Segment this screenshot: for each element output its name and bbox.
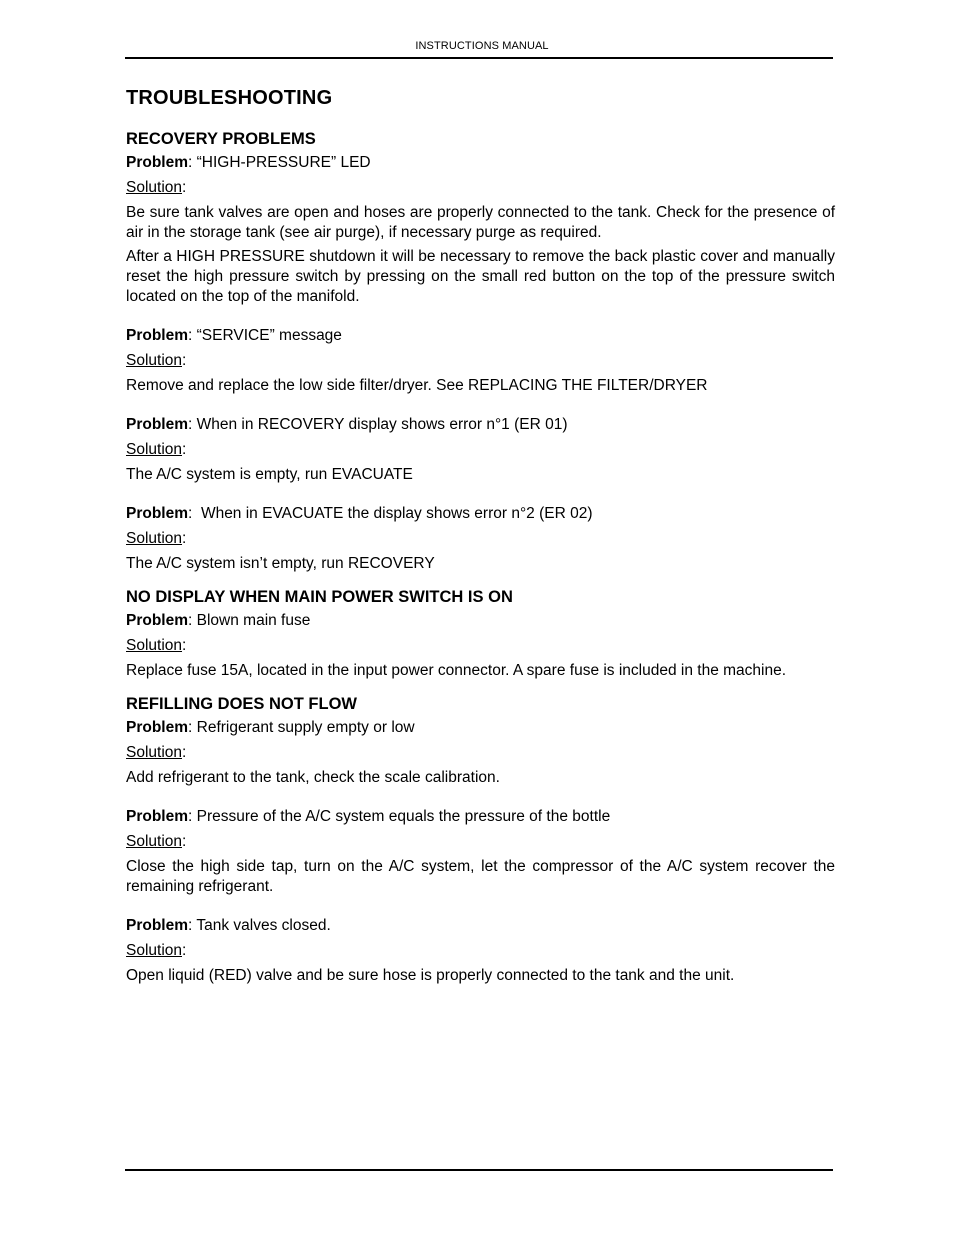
- problem-line: [126, 913, 835, 938]
- problem-line: [126, 323, 835, 348]
- solution-label: Solution: [126, 441, 183, 458]
- problem-block: [126, 715, 835, 788]
- problem-block: [126, 150, 835, 307]
- problem-label: Problem: [126, 327, 189, 344]
- problem-label: Problem: [126, 808, 189, 825]
- solution-label: Solution: [126, 833, 183, 850]
- problem-label: Problem: [126, 154, 189, 171]
- solution-line: Solution:: [126, 637, 187, 654]
- problem-separator: :: [188, 505, 193, 522]
- troubleshooting-section: [126, 128, 835, 574]
- problem-line: [126, 501, 835, 526]
- footer-rule: [125, 1169, 833, 1171]
- page-title: TROUBLESHOOTING: [126, 87, 333, 109]
- problem-line: [126, 715, 835, 740]
- problem-text: Blown main fuse: [192, 612, 311, 629]
- solution-label: Solution: [126, 744, 183, 761]
- problem-text: “HIGH-PRESSURE” LED: [192, 154, 371, 171]
- problem-separator: :: [188, 719, 193, 736]
- running-header: INSTRUCTIONS MANUAL: [415, 40, 549, 52]
- problem-block: [126, 608, 835, 681]
- solution-line: Solution:: [126, 179, 187, 196]
- solution-line: Solution:: [126, 942, 187, 959]
- problem-separator: :: [188, 917, 193, 934]
- header-rule: [125, 57, 833, 59]
- problem-text: “SERVICE” message: [192, 327, 342, 344]
- problem-text: When in EVACUATE the display shows error n°2 (ER 02): [192, 505, 593, 522]
- page-content: [126, 87, 835, 998]
- solution-label: Solution: [126, 179, 183, 196]
- solution-label: Solution: [126, 352, 183, 369]
- section-heading: REFILLING DOES NOT FLOW: [126, 695, 357, 713]
- solution-line: Solution:: [126, 441, 187, 458]
- solution-label: Solution: [126, 637, 183, 654]
- problem-block: [126, 501, 835, 574]
- solution-text: Replace fuse 15A, located in the input power connector. A spare fuse is included in the machine.: [126, 662, 787, 679]
- problem-text: Tank valves closed.: [192, 917, 331, 934]
- solution-line: Solution:: [126, 530, 187, 547]
- troubleshooting-section: [126, 693, 835, 986]
- troubleshooting-section: [126, 586, 835, 681]
- problem-block: [126, 804, 835, 897]
- problem-separator: :: [188, 416, 193, 433]
- problem-separator: :: [188, 808, 193, 825]
- problem-text: Pressure of the A/C system equals the pressure of the bottle: [192, 808, 611, 825]
- problem-separator: :: [188, 327, 193, 344]
- solution-label: Solution: [126, 942, 183, 959]
- solution-line: Solution:: [126, 833, 187, 850]
- problem-block: [126, 412, 835, 485]
- problem-separator: :: [188, 154, 193, 171]
- problem-label: Problem: [126, 917, 189, 934]
- problem-label: Problem: [126, 505, 189, 522]
- section-heading: NO DISPLAY WHEN MAIN POWER SWITCH IS ON: [126, 588, 513, 606]
- problem-line: [126, 150, 835, 175]
- section-heading: RECOVERY PROBLEMS: [126, 130, 316, 148]
- solution-text: Be sure tank valves are open and hoses are properly connected to the tank. Check for the presence of air in the storage tank (see air purge), if necessary purge as required.: [126, 204, 835, 241]
- problem-text: Refrigerant supply empty or low: [192, 719, 415, 736]
- solution-line: Solution:: [126, 744, 187, 761]
- solution-label: Solution: [126, 530, 183, 547]
- solution-text: Add refrigerant to the tank, check the scale calibration.: [126, 769, 500, 786]
- problem-label: Problem: [126, 612, 189, 629]
- problem-block: [126, 323, 835, 396]
- problem-line: [126, 608, 835, 633]
- solution-line: Solution:: [126, 352, 187, 369]
- problem-line: [126, 804, 835, 829]
- problem-text: When in RECOVERY display shows error n°1 (ER 01): [192, 416, 568, 433]
- solution-text: The A/C system is empty, run EVACUATE: [126, 466, 413, 483]
- solution-text: The A/C system isn’t empty, run RECOVERY: [126, 555, 435, 572]
- problem-label: Problem: [126, 719, 189, 736]
- problem-label: Problem: [126, 416, 189, 433]
- solution-text: Open liquid (RED) valve and be sure hose is properly connected to the tank and the unit.: [126, 967, 735, 984]
- problem-line: [126, 412, 835, 437]
- solution-text: Close the high side tap, turn on the A/C system, let the compressor of the A/C system recover the remaining refrigerant.: [126, 858, 835, 895]
- solution-text: Remove and replace the low side filter/dryer. See REPLACING THE FILTER/DRYER: [126, 377, 708, 394]
- problem-block: [126, 913, 835, 986]
- solution-text: After a HIGH PRESSURE shutdown it will be necessary to remove the back plastic cover and manually reset the high pressure switch by pressing on the small red button on the top of the pressure switch located on the top of the manifold.: [126, 248, 835, 305]
- problem-separator: :: [188, 612, 193, 629]
